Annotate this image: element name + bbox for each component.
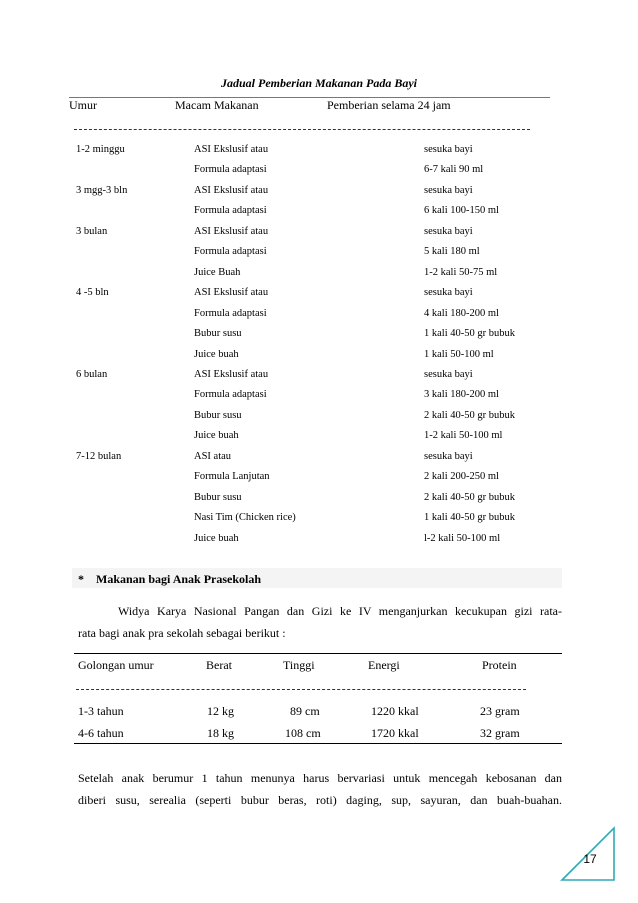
table1-food-cell: Juice buah [194,348,239,360]
table2-dashed-rule [76,689,526,690]
table1-age-cell: 6 bulan [76,368,108,380]
table1-amount-cell: sesuka bayi [424,368,473,380]
section-intro [78,600,562,644]
table2-header-energy: Energi [368,658,400,672]
table1-amount-cell: 2 kali 40-50 gr bubuk [424,491,515,503]
table1-food-cell: Bubur susu [194,491,242,503]
table1-amount-cell: sesuka bayi [424,450,473,462]
table1-age-cell: 7-12 bulan [76,450,122,462]
table2-cell: 12 kg [207,704,234,718]
table1-age-cell: 4 -5 bln [76,287,109,299]
table1-food-cell: Formula adaptasi [194,205,267,217]
table1-amount-cell: 2 kali 40-50 gr bubuk [424,409,515,421]
table2-header-height: Tinggi [283,658,315,672]
table1-amount-cell: sesuka bayi [424,287,473,299]
table1-food-cell: Bubur susu [194,328,242,340]
table1-food-cell: Formula adaptasi [194,389,267,401]
table1-amount-cell: 1 kali 50-100 ml [424,348,494,360]
table1-food-cell: ASI Ekslusif atau [194,225,269,237]
table1-food-cell: Formula adaptasi [194,246,267,258]
table1-header-food: Macam Makanan [175,98,259,112]
closing-line2: diberi susu, serealia (seperti bubur beras, roti) daging, sup, sayuran, dan buah-buahan. [78,793,562,807]
table1-amount-cell: 1-2 kali 50-100 ml [424,430,503,442]
table1-amount-cell: 5 kali 180 ml [424,246,480,258]
table1-header-age: Umur [69,98,97,112]
table1-age-cell: 3 mgg-3 bln [76,184,128,196]
page-number: 17 [583,852,597,866]
table2-cell: 32 gram [480,726,520,740]
closing-paragraph [78,767,562,811]
table1-food-cell: ASI Ekslusif atau [194,184,269,196]
table1-age-cell: 3 bulan [76,225,108,237]
table2-header-age-group: Golongan umur [78,658,154,672]
table1-amount-cell: 1-2 kali 50-75 ml [424,266,498,278]
table1-header-amount: Pemberian selama 24 jam [327,98,451,112]
table1-title: Jadual Pemberian Makanan Pada Bayi [220,76,417,90]
table2-cell: 18 kg [207,726,234,740]
table1-amount-cell: 3 kali 180-200 ml [424,389,499,401]
table1-food-cell: Bubur susu [194,409,242,421]
table1-food-cell: Nasi Tim (Chicken rice) [194,512,296,524]
table1-amount-cell: 6 kali 100-150 ml [424,205,499,217]
closing-line1: Setelah anak berumur 1 tahun menunya harus bervariasi untuk mencegah kebosanan dan [78,771,562,785]
table1-food-cell: Formula adaptasi [194,164,267,176]
table1-age-cell: 1-2 minggu [76,144,125,155]
table1-food-cell: ASI Ekslusif atau [194,287,269,299]
section-intro-line2: rata bagi anak pra sekolah sebagai berikut : [78,626,286,640]
table2-bottom-rule [74,743,562,744]
table1-food-cell: ASI Ekslusif atau [194,368,269,380]
table2-cell: 1720 kkal [371,726,419,740]
table1-amount-cell: l-2 kali 50-100 ml [424,532,501,544]
table1-amount-cell: 4 kali 180-200 ml [424,307,499,319]
table2-cell: 23 gram [480,704,520,718]
table1-food-cell: Formula Lanjutan [194,471,270,483]
table1-amount-cell: sesuka bayi [424,184,473,196]
table1-top-rule [69,97,550,98]
table2-header-protein: Protein [482,658,517,672]
table2-header-weight: Berat [206,658,232,672]
section-heading [78,572,261,587]
table2-cell: 1-3 tahun [78,704,124,718]
table1-food-cell: ASI Ekslusif atau [194,144,269,155]
table1-food-cell: Juice Buah [194,266,241,278]
table1-food-cell: Juice buah [194,430,239,442]
section-bullet: * [78,572,84,586]
table1-food-cell: Juice buah [194,532,239,544]
table2-cell: 1220 kkal [371,704,419,718]
section-title: Makanan bagi Anak Prasekolah [96,572,262,586]
section-intro-line1: Widya Karya Nasional Pangan dan Gizi ke IV menganjurkan kecukupan gizi rata- [118,604,562,618]
table1-amount-cell: 1 kali 40-50 gr bubuk [424,328,515,340]
table1-amount-cell: sesuka bayi [424,144,473,155]
table1-amount-cell: 2 kali 200-250 ml [424,471,499,483]
table1-food-cell: Formula adaptasi [194,307,267,319]
table2-cell: 4-6 tahun [78,726,124,740]
table1-food-cell: ASI atau [194,450,232,462]
table2-top-rule [74,653,562,654]
table1-amount-cell: 6-7 kali 90 ml [424,164,484,176]
table1-amount-cell: 1 kali 40-50 gr bubuk [424,512,515,524]
table1-dashed-rule [74,129,530,130]
table1-amount-cell: sesuka bayi [424,225,473,237]
table2-cell: 89 cm [290,704,320,718]
table2-cell: 108 cm [285,726,321,740]
